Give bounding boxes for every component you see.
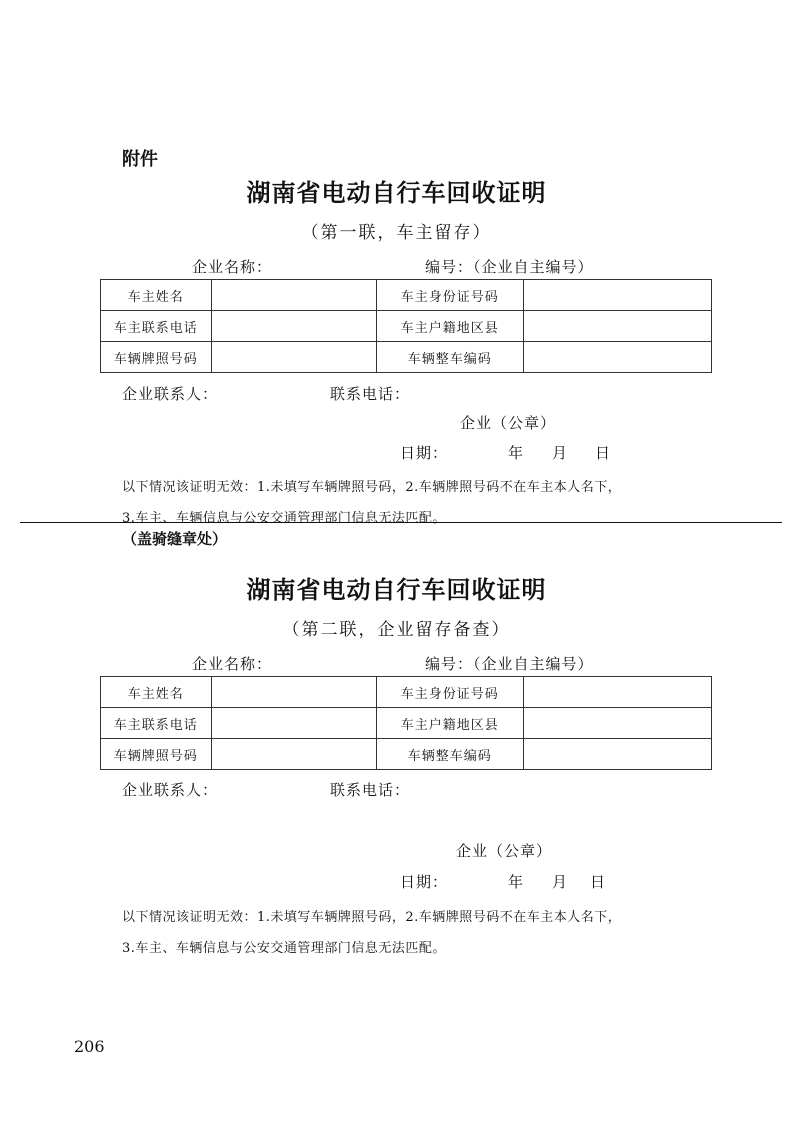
- section1-contact-label: 企业联系人：: [122, 385, 219, 403]
- plate-number-label: 车辆牌照号码: [101, 342, 212, 373]
- owner-phone-field[interactable]: [211, 311, 376, 342]
- owner-name-label: 车主姓名: [101, 280, 212, 311]
- page-number: 206: [74, 1037, 105, 1056]
- section1-year: 年: [508, 444, 525, 462]
- section1-note-line2: 3.车主、车辆信息与公安交通管理部门信息无法匹配。: [122, 511, 446, 526]
- vehicle-code-label: 车辆整车编码: [376, 739, 523, 770]
- section1-day: 日: [595, 444, 612, 462]
- section2-number-label: 编号：（企业自主编号）: [425, 655, 594, 673]
- vehicle-code-field[interactable]: [523, 342, 711, 373]
- section2-date-label: 日期：: [400, 873, 449, 891]
- section1-info-table: [100, 279, 712, 373]
- owner-phone-field[interactable]: [211, 708, 376, 739]
- table-row: [101, 677, 712, 708]
- section1-subtitle: （第一联，车主留存）: [301, 223, 492, 243]
- owner-county-label: 车主户籍地区县: [376, 311, 523, 342]
- section2-note-line2: 3.车主、车辆信息与公安交通管理部门信息无法匹配。: [122, 941, 446, 956]
- owner-phone-label: 车主联系电话: [101, 708, 212, 739]
- owner-county-label: 车主户籍地区县: [376, 708, 523, 739]
- section2-month: 月: [552, 873, 569, 891]
- section1-month: 月: [552, 444, 569, 462]
- section2-company-name-label: 企业名称：: [192, 655, 273, 673]
- owner-phone-label: 车主联系电话: [101, 311, 212, 342]
- section2-title: 湖南省电动自行车回收证明: [246, 575, 547, 604]
- section1-company-name-label: 企业名称：: [192, 258, 273, 276]
- section2-subtitle: （第二联，企业留存备查）: [282, 620, 511, 640]
- owner-id-field[interactable]: [523, 280, 711, 311]
- plate-number-field[interactable]: [211, 739, 376, 770]
- section1-date-label: 日期：: [400, 444, 449, 462]
- plate-number-field[interactable]: [211, 342, 376, 373]
- section2-day: 日: [590, 873, 607, 891]
- plate-number-label: 车辆牌照号码: [101, 739, 212, 770]
- owner-name-field[interactable]: [211, 677, 376, 708]
- section2-note-line1: 以下情况该证明无效：1.未填写车辆牌照号码，2.车辆牌照号码不在车主本人名下，: [122, 910, 622, 925]
- table-row: [101, 708, 712, 739]
- owner-id-field[interactable]: [523, 677, 711, 708]
- table-row: [101, 342, 712, 373]
- owner-name-field[interactable]: [211, 280, 376, 311]
- vehicle-code-label: 车辆整车编码: [376, 342, 523, 373]
- section1-note-line1: 以下情况该证明无效：1.未填写车辆牌照号码，2.车辆牌照号码不在车主本人名下，: [122, 480, 622, 495]
- table-row: [101, 311, 712, 342]
- owner-county-field[interactable]: [523, 311, 711, 342]
- section2-phone-label: 联系电话：: [330, 781, 411, 799]
- vehicle-code-field[interactable]: [523, 739, 711, 770]
- owner-county-field[interactable]: [523, 708, 711, 739]
- section1-title: 湖南省电动自行车回收证明: [246, 178, 547, 207]
- table-row: [101, 739, 712, 770]
- section1-phone-label: 联系电话：: [330, 385, 411, 403]
- section1-number-label: 编号：（企业自主编号）: [425, 258, 594, 276]
- seal-note: （盖骑缝章处）: [122, 530, 228, 548]
- section2-year: 年: [508, 873, 525, 891]
- table-row: [101, 280, 712, 311]
- perforation-line: [20, 522, 782, 523]
- section2-contact-label: 企业联系人：: [122, 781, 219, 799]
- section2-seal-label: 企业（公章）: [456, 842, 553, 860]
- section1-seal-label: 企业（公章）: [460, 414, 557, 432]
- owner-id-label: 车主身份证号码: [376, 280, 523, 311]
- section2-info-table: [100, 676, 712, 770]
- owner-id-label: 车主身份证号码: [376, 677, 523, 708]
- owner-name-label: 车主姓名: [101, 677, 212, 708]
- attachment-label: 附件: [122, 149, 158, 170]
